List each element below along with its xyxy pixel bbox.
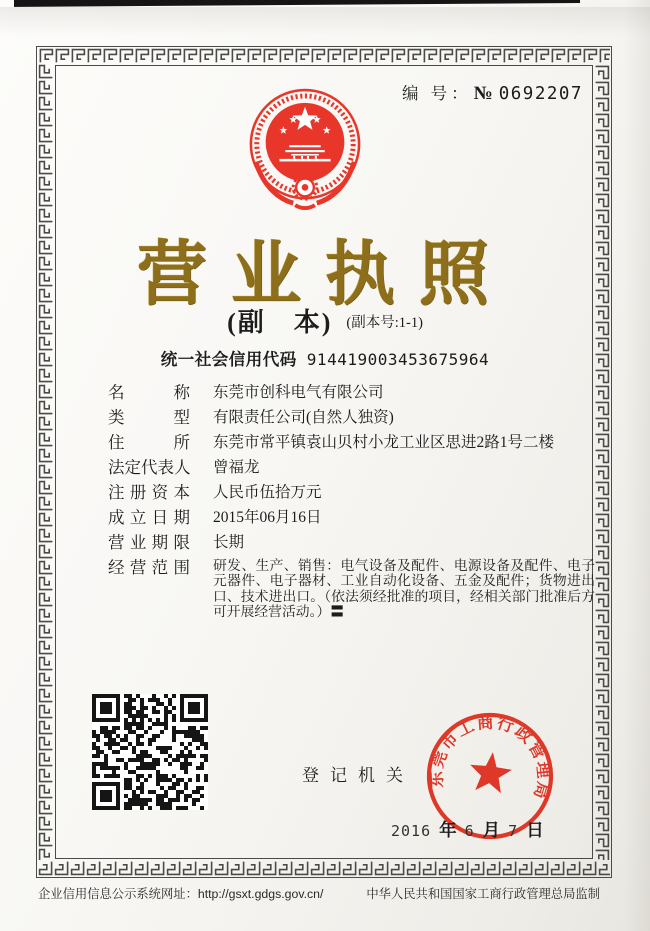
footer bbox=[38, 884, 600, 902]
copy-label: (副 本) bbox=[227, 308, 333, 337]
field-label: 经 营 范 围 bbox=[108, 558, 190, 577]
field-row-capital bbox=[108, 483, 600, 508]
qr-code bbox=[92, 694, 208, 810]
field-label: 名 称 bbox=[108, 383, 190, 402]
credit-code-line bbox=[0, 346, 650, 370]
seal-text: 东莞市工商行政管理局 bbox=[426, 712, 554, 803]
field-value: 东莞市常平镇袁山贝村小龙工业区思进2路1号二楼 bbox=[213, 434, 555, 451]
year-unit: 年 bbox=[439, 820, 457, 840]
border-strip-bottom bbox=[38, 860, 610, 876]
serial-number: 0692207 bbox=[498, 84, 583, 104]
field-row-term bbox=[108, 533, 600, 558]
day-unit: 日 bbox=[526, 820, 544, 840]
subtitle-row bbox=[0, 302, 650, 339]
field-label: 法 定 代 表 人 bbox=[108, 458, 191, 477]
footer-issuer: 中华人民共和国国家工商行政管理总局监制 bbox=[366, 887, 600, 901]
field-row-address bbox=[108, 433, 600, 458]
field-label: 注 册 资 本 bbox=[108, 483, 190, 502]
field-row-legal-rep bbox=[108, 458, 600, 483]
document-title: 营业执照 bbox=[137, 237, 513, 314]
field-label: 营 业 期 限 bbox=[108, 533, 190, 552]
field-value: 长期 bbox=[213, 534, 245, 551]
issue-year: 2016 bbox=[391, 822, 432, 840]
field-value: 曾福龙 bbox=[213, 459, 260, 476]
month-unit: 月 bbox=[482, 820, 501, 840]
field-value: 东莞市创科电气有限公司 bbox=[213, 384, 384, 401]
footer-publicity-url: 企业信用信息公示系统网址：http://gsxt.gdgs.gov.cn/ bbox=[38, 887, 324, 901]
scan-artifact-right-shadow bbox=[624, 0, 650, 931]
border-strip-top bbox=[38, 48, 610, 64]
license-fields bbox=[108, 383, 600, 620]
field-label: 住 所 bbox=[108, 433, 190, 452]
field-value: 人民币伍拾万元 bbox=[213, 484, 322, 501]
border-strip-left bbox=[38, 64, 54, 860]
numero-sign: № bbox=[473, 83, 493, 104]
field-row-business-scope bbox=[108, 558, 600, 620]
china-national-emblem-icon bbox=[246, 86, 364, 218]
field-label: 成 立 日 期 bbox=[108, 508, 190, 527]
credit-code-value: 914419003453675964 bbox=[306, 350, 490, 369]
serial-number-line bbox=[402, 80, 583, 105]
field-row-name bbox=[108, 383, 600, 408]
issue-day: 7 bbox=[508, 822, 519, 840]
field-value: 2015年06月16日 bbox=[213, 509, 322, 526]
serial-label: 编 号： bbox=[402, 84, 472, 103]
seal-star bbox=[467, 750, 514, 795]
field-row-type bbox=[108, 408, 600, 433]
issue-date bbox=[391, 817, 552, 842]
field-row-establish-date bbox=[108, 508, 600, 533]
field-label: 类 型 bbox=[108, 408, 190, 427]
copy-number: (副本号:1-1) bbox=[346, 315, 423, 331]
field-value: 研发、生产、销售：电气设备及配件、电源设备及配件、电子元器件、电子器材、工业自动化设备、五金及配件；货物进出口、技术进出口。（依法须经批准的项目，经相关部门批准后方可开展经营活动。）〓 bbox=[213, 558, 595, 620]
scan-artifact-shadow bbox=[0, 7, 650, 37]
issue-month: 6 bbox=[464, 822, 475, 840]
registration-authority-label: 登记机关 bbox=[302, 766, 414, 785]
field-value: 有限责任公司(自然人独资) bbox=[213, 409, 394, 426]
credit-code-label: 统一社会信用代码 bbox=[160, 350, 297, 369]
